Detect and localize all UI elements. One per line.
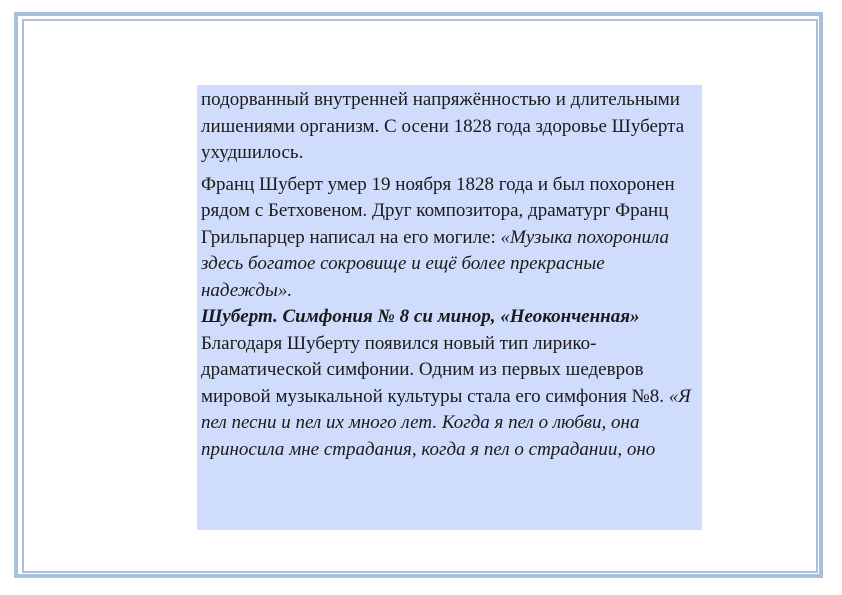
paragraph-symphony [201,331,698,464]
schubert-quote: «Я пел песни и пел их много лет. Когда я пел о любви, она приносила мне страдания, когда я пел о страдании, оно [201,385,691,460]
paragraph-death-text: Франц Шуберт умер 19 ноября 1828 года и был похоронен рядом с Бетховеном. Друг композитора, драматург Франц Грильпарцер написал на его могиле: [201,173,675,248]
paragraph-symphony-text: Благодаря Шуберту появился новый тип лирико-драматической симфонии. Одним из первых шедевров мировой музыкальной культуры стала его симфония №8. [201,332,669,407]
paragraph-death [201,172,698,305]
grillparzer-quote: «Музыка похоронила здесь богатое сокровище и ещё более прекрасные надежды». [201,226,670,301]
text-panel [197,85,702,530]
symphony-heading: Шуберт. Симфония № 8 си минор, «Неоконченная» [201,306,640,327]
paragraph-health: подорванный внутренней напряжённостью и длительными лишениями организм. С осени 1828 года здоровье Шуберта ухудшилось. [201,89,685,163]
